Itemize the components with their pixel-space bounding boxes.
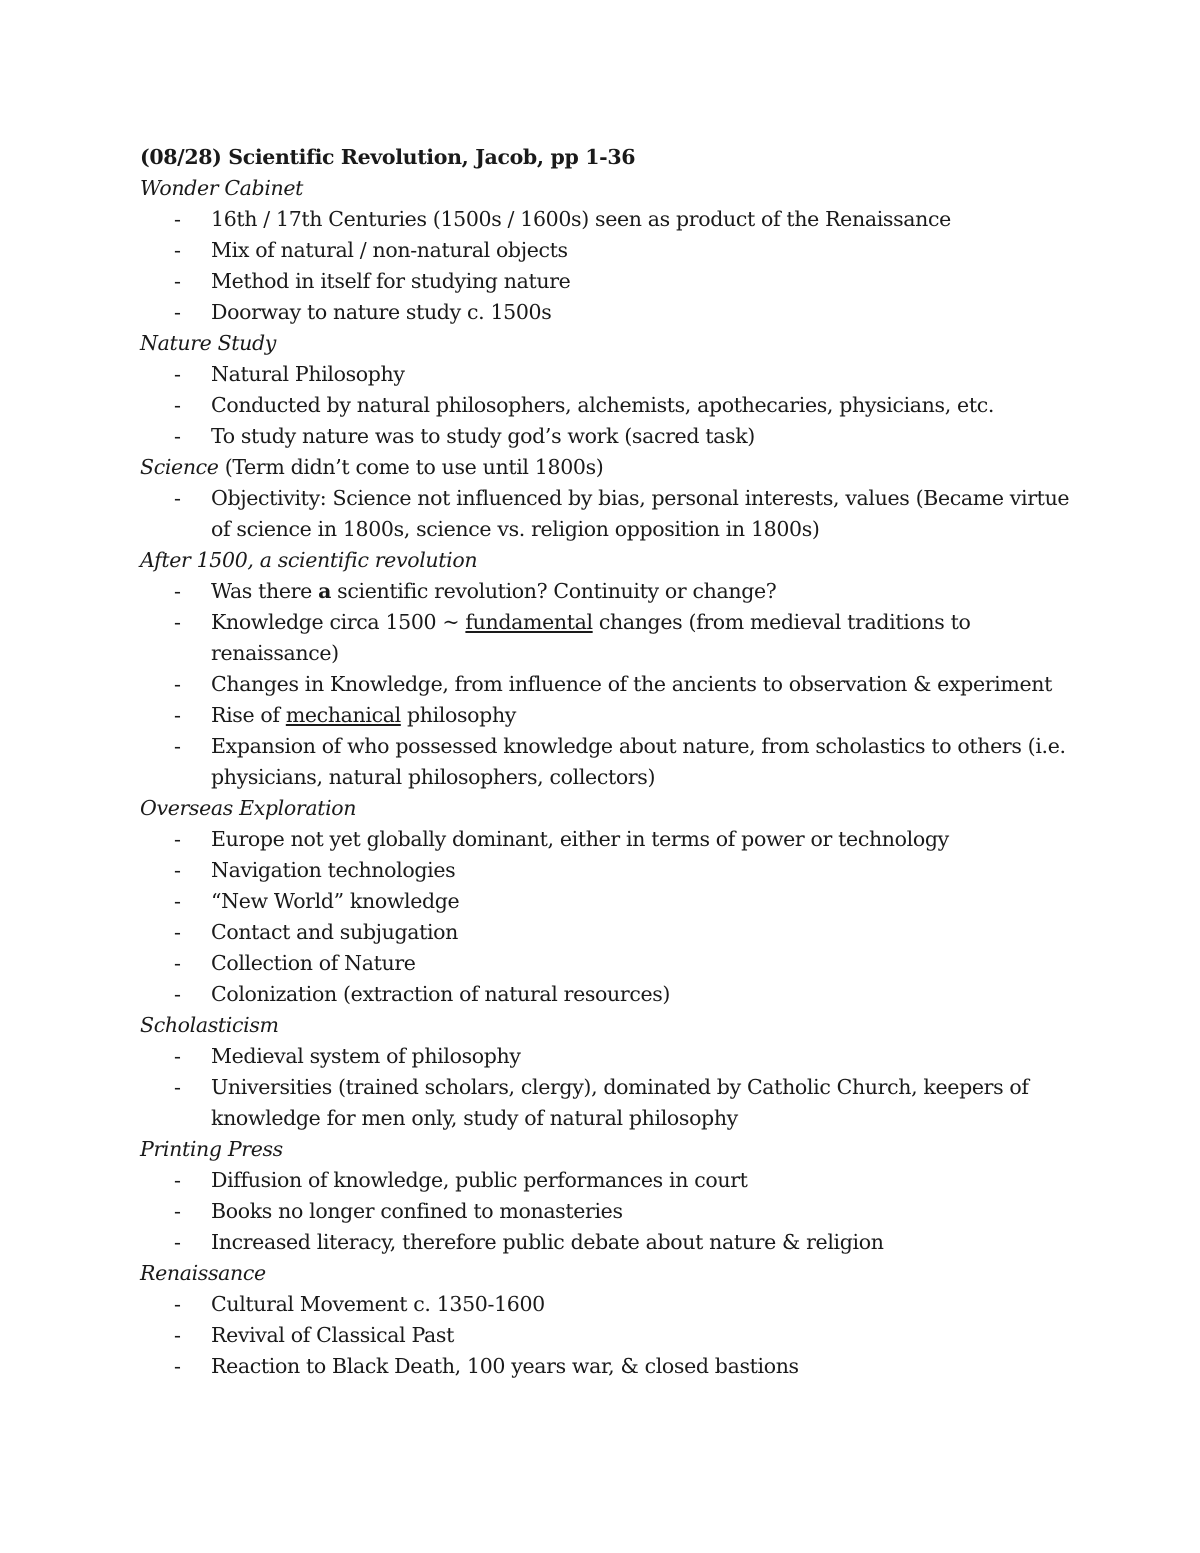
bullet-dash: - <box>174 951 181 975</box>
list-item: - Natural Philosophy <box>140 359 1080 390</box>
list-item: - Doorway to nature study c. 1500s <box>140 297 1080 328</box>
bullet-dash: - <box>174 424 181 448</box>
list-item: - Medieval system of philosophy <box>140 1041 1080 1072</box>
section-heading-wonder-cabinet: Wonder Cabinet <box>140 176 304 200</box>
science-heading-label: Science <box>140 455 219 479</box>
document-page <box>140 142 1080 1382</box>
list-item: - Books no longer confined to monasteries <box>140 1196 1080 1227</box>
section-heading-printing-press: Printing Press <box>140 1137 283 1161</box>
list-item: - Conducted by natural philosophers, alchemists, apothecaries, physicians, etc. <box>140 390 1080 421</box>
bullet-dash: - <box>174 672 181 696</box>
list-item: - Rise of mechanical philosophy <box>140 700 1080 731</box>
bullet-dash: - <box>174 393 181 417</box>
bullet-list-nature-study <box>140 359 1080 452</box>
list-item: - Method in itself for studying nature <box>140 266 1080 297</box>
bullet-dash: - <box>174 1199 181 1223</box>
bullet-dash: - <box>174 269 181 293</box>
list-item: - Colonization (extraction of natural resources) <box>140 979 1080 1010</box>
section-heading-after-1500: After 1500, a scientific revolution <box>140 548 478 572</box>
section-heading-nature-study: Nature Study <box>140 331 277 355</box>
page-title: (08/28) Scientific Revolution, Jacob, pp 1-36 <box>140 145 636 169</box>
bullet-dash: - <box>174 858 181 882</box>
bullet-dash: - <box>174 610 181 634</box>
bullet-dash: - <box>174 579 181 603</box>
bullet-dash: - <box>174 1075 181 1099</box>
bullet-dash: - <box>174 827 181 851</box>
bullet-dash: - <box>174 486 181 510</box>
bullet-list-overseas-exploration <box>140 824 1080 1010</box>
bullet-dash: - <box>174 982 181 1006</box>
bullet-list-wonder-cabinet <box>140 204 1080 328</box>
bullet-dash: - <box>174 238 181 262</box>
bullet-dash: - <box>174 1168 181 1192</box>
list-item: - Knowledge circa 1500 ~ fundamental changes (from medieval traditions to renaissance) <box>140 607 1080 669</box>
list-item: - Diffusion of knowledge, public performances in court <box>140 1165 1080 1196</box>
bullet-dash: - <box>174 920 181 944</box>
bullet-list-renaissance <box>140 1289 1080 1382</box>
list-item: - Contact and subjugation <box>140 917 1080 948</box>
list-item: - “New World” knowledge <box>140 886 1080 917</box>
list-item: - Expansion of who possessed knowledge about nature, from scholastics to others (i.e. physicians, natural philosophers, collectors) <box>140 731 1080 793</box>
bullet-dash: - <box>174 734 181 758</box>
list-item: - Increased literacy, therefore public debate about nature & religion <box>140 1227 1080 1258</box>
bold-emphasis: a <box>318 579 332 603</box>
list-item: - 16th / 17th Centuries (1500s / 1600s) seen as product of the Renaissance <box>140 204 1080 235</box>
list-item: - Europe not yet globally dominant, either in terms of power or technology <box>140 824 1080 855</box>
section-heading-renaissance: Renaissance <box>140 1261 266 1285</box>
bullet-list-printing-press <box>140 1165 1080 1258</box>
science-heading-note: (Term didn’t come to use until 1800s) <box>218 455 604 479</box>
bullet-list-science <box>140 483 1080 545</box>
list-item: - Was there a scientific revolution? Continuity or change? <box>140 576 1080 607</box>
section-heading-science <box>140 452 1080 483</box>
bullet-dash: - <box>174 889 181 913</box>
bullet-dash: - <box>174 362 181 386</box>
bullet-dash: - <box>174 703 181 727</box>
section-heading-overseas-exploration: Overseas Exploration <box>140 796 357 820</box>
bullet-dash: - <box>174 1292 181 1316</box>
list-item: - Objectivity: Science not influenced by bias, personal interests, values (Became virtue of science in 1800s, science vs. religion opposition in 1800s) <box>140 483 1080 545</box>
bullet-dash: - <box>174 1044 181 1068</box>
bullet-dash: - <box>174 1354 181 1378</box>
list-item: - Changes in Knowledge, from influence of the ancients to observation & experiment <box>140 669 1080 700</box>
list-item: - To study nature was to study god’s work (sacred task) <box>140 421 1080 452</box>
underlined-term: mechanical <box>285 703 401 727</box>
list-item: - Cultural Movement c. 1350-1600 <box>140 1289 1080 1320</box>
bullet-dash: - <box>174 207 181 231</box>
bullet-list-scholasticism <box>140 1041 1080 1134</box>
list-item: - Revival of Classical Past <box>140 1320 1080 1351</box>
list-item: - Universities (trained scholars, clergy), dominated by Catholic Church, keepers of knowledge for men only, study of natural philosophy <box>140 1072 1080 1134</box>
bullet-dash: - <box>174 300 181 324</box>
section-heading-scholasticism: Scholasticism <box>140 1013 279 1037</box>
bullet-dash: - <box>174 1230 181 1254</box>
bullet-list-after-1500 <box>140 576 1080 793</box>
bullet-dash: - <box>174 1323 181 1347</box>
list-item: - Mix of natural / non-natural objects <box>140 235 1080 266</box>
list-item: - Navigation technologies <box>140 855 1080 886</box>
list-item: - Reaction to Black Death, 100 years war, & closed bastions <box>140 1351 1080 1382</box>
underlined-term: fundamental <box>465 610 593 634</box>
list-item: - Collection of Nature <box>140 948 1080 979</box>
